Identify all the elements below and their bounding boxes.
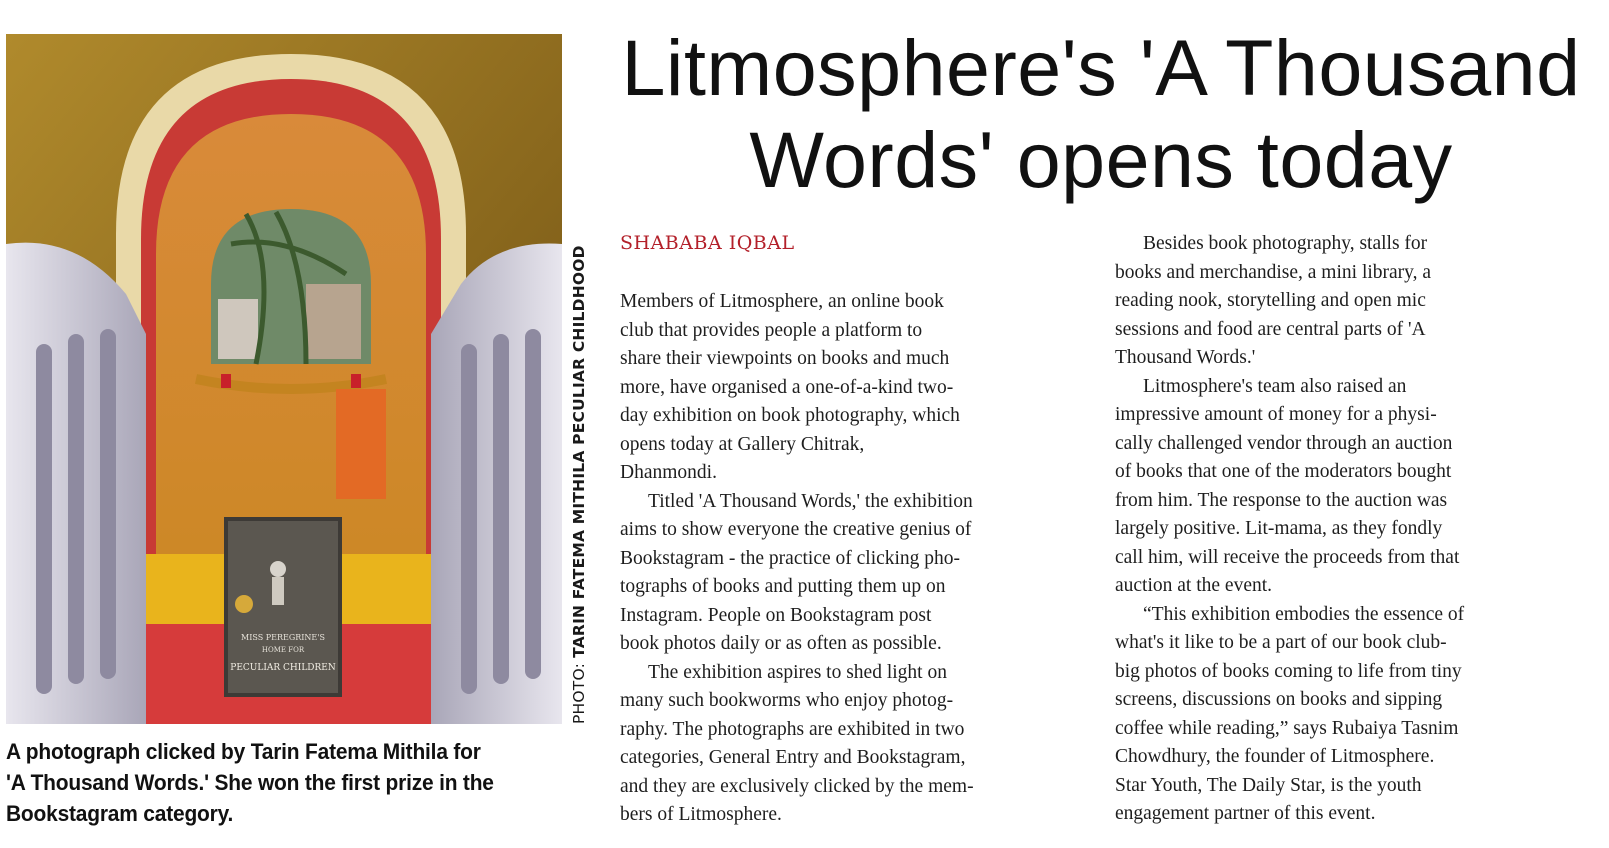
text-line: screens, discussions on books and sipping — [1115, 689, 1443, 710]
text-line: Members of Litmosphere, an online book — [620, 291, 944, 312]
text-line: largely positive. Lit-mama, as they fondly — [1115, 518, 1443, 539]
text-line: cally challenged vendor through an auction — [1115, 432, 1453, 454]
text-line: engagement partner of this event. — [1115, 803, 1376, 824]
text-line: more, have organised a one-of-a-kind two- — [620, 376, 954, 398]
text-line: day exhibition on book photography, which — [620, 405, 960, 426]
text-line: books and merchandise, a mini library, a — [1115, 261, 1432, 283]
photo-caption — [6, 736, 527, 829]
article-photo — [6, 34, 562, 724]
text-line: impressive amount of money for a physi- — [1115, 404, 1437, 425]
text-line: bers of Litmosphere. — [620, 804, 782, 825]
article-column-1 — [620, 288, 1090, 830]
playhouse-photo-illustration — [6, 34, 562, 724]
photo-credit-name: TARIN FATEMA MITHILA PECULIAR CHILDHOOD — [570, 245, 588, 658]
text-line: Dhanmondi. — [620, 462, 717, 483]
text-line: big photos of books coming to life from tiny — [1115, 660, 1462, 682]
text-line: from him. The response to the auction was — [1115, 489, 1448, 511]
text-line: sessions and food are central parts of 'A — [1115, 318, 1426, 340]
text-line: and they are exclusively clicked by the mem- — [620, 775, 974, 797]
text-line: Titled 'A Thousand Words,' the exhibition — [648, 490, 973, 512]
svg-text:PECULIAR CHILDREN: PECULIAR CHILDREN — [230, 663, 336, 673]
text-line: reading nook, storytelling and open mic — [1115, 290, 1426, 311]
text-line: Star Youth, The Daily Star, is the youth — [1115, 774, 1422, 796]
text-line: of books that one of the moderators bought — [1115, 461, 1452, 482]
article-column-2 — [1115, 230, 1600, 829]
text-line: aims to show everyone the creative genius of — [620, 519, 972, 540]
photo-credit-prefix: PHOTO: — [570, 662, 588, 724]
photo-credit — [569, 24, 589, 724]
caption-line: A photograph clicked by Tarin Fatema Mithila for — [6, 739, 481, 764]
book-cover — [224, 517, 342, 697]
text-line: tographs of books and putting them up on — [620, 576, 946, 597]
text-line: Besides book photography, stalls for — [1143, 233, 1428, 254]
caption-line: 'A Thousand Words.' She won the first prize in the — [6, 770, 494, 795]
text-line: club that provides people a platform to — [620, 319, 923, 341]
text-line: “This exhibition embodies the essence of — [1143, 603, 1465, 625]
text-line: what's it like to be a part of our book club- — [1115, 632, 1447, 653]
caption-line: Bookstagram category. — [6, 801, 234, 826]
svg-text:HOME FOR: HOME FOR — [261, 646, 305, 654]
text-line: Bookstagram - the practice of clicking pho- — [620, 547, 961, 569]
headline: Litmosphere's 'A Thousand Words' opens today — [621, 23, 1581, 204]
text-line: categories, General Entry and Bookstagram, — [620, 747, 966, 768]
byline: SHABABA IQBAL — [620, 232, 795, 254]
text-line: raphy. The photographs are exhibited in two — [620, 718, 965, 740]
text-line: call him, will receive the proceeds from that — [1115, 546, 1460, 568]
text-line: Chowdhury, the founder of Litmosphere. — [1115, 746, 1435, 767]
text-line: Thousand Words.' — [1115, 347, 1256, 368]
text-line: auction at the event. — [1115, 575, 1273, 596]
text-line: Litmosphere's team also raised an — [1143, 375, 1407, 397]
text-line: Instagram. People on Bookstagram post — [620, 604, 932, 626]
text-line: The exhibition aspires to shed light on — [648, 661, 947, 683]
text-line: opens today at Gallery Chitrak, — [620, 433, 865, 455]
text-line: share their viewpoints on books and much — [620, 348, 950, 369]
svg-text:MISS PEREGRINE'S: MISS PEREGRINE'S — [241, 633, 325, 642]
text-line: coffee while reading,” says Rubaiya Tasnim — [1115, 717, 1459, 739]
text-line: book photos daily or as often as possible. — [620, 633, 942, 654]
text-line: many such bookworms who enjoy photog- — [620, 690, 954, 711]
